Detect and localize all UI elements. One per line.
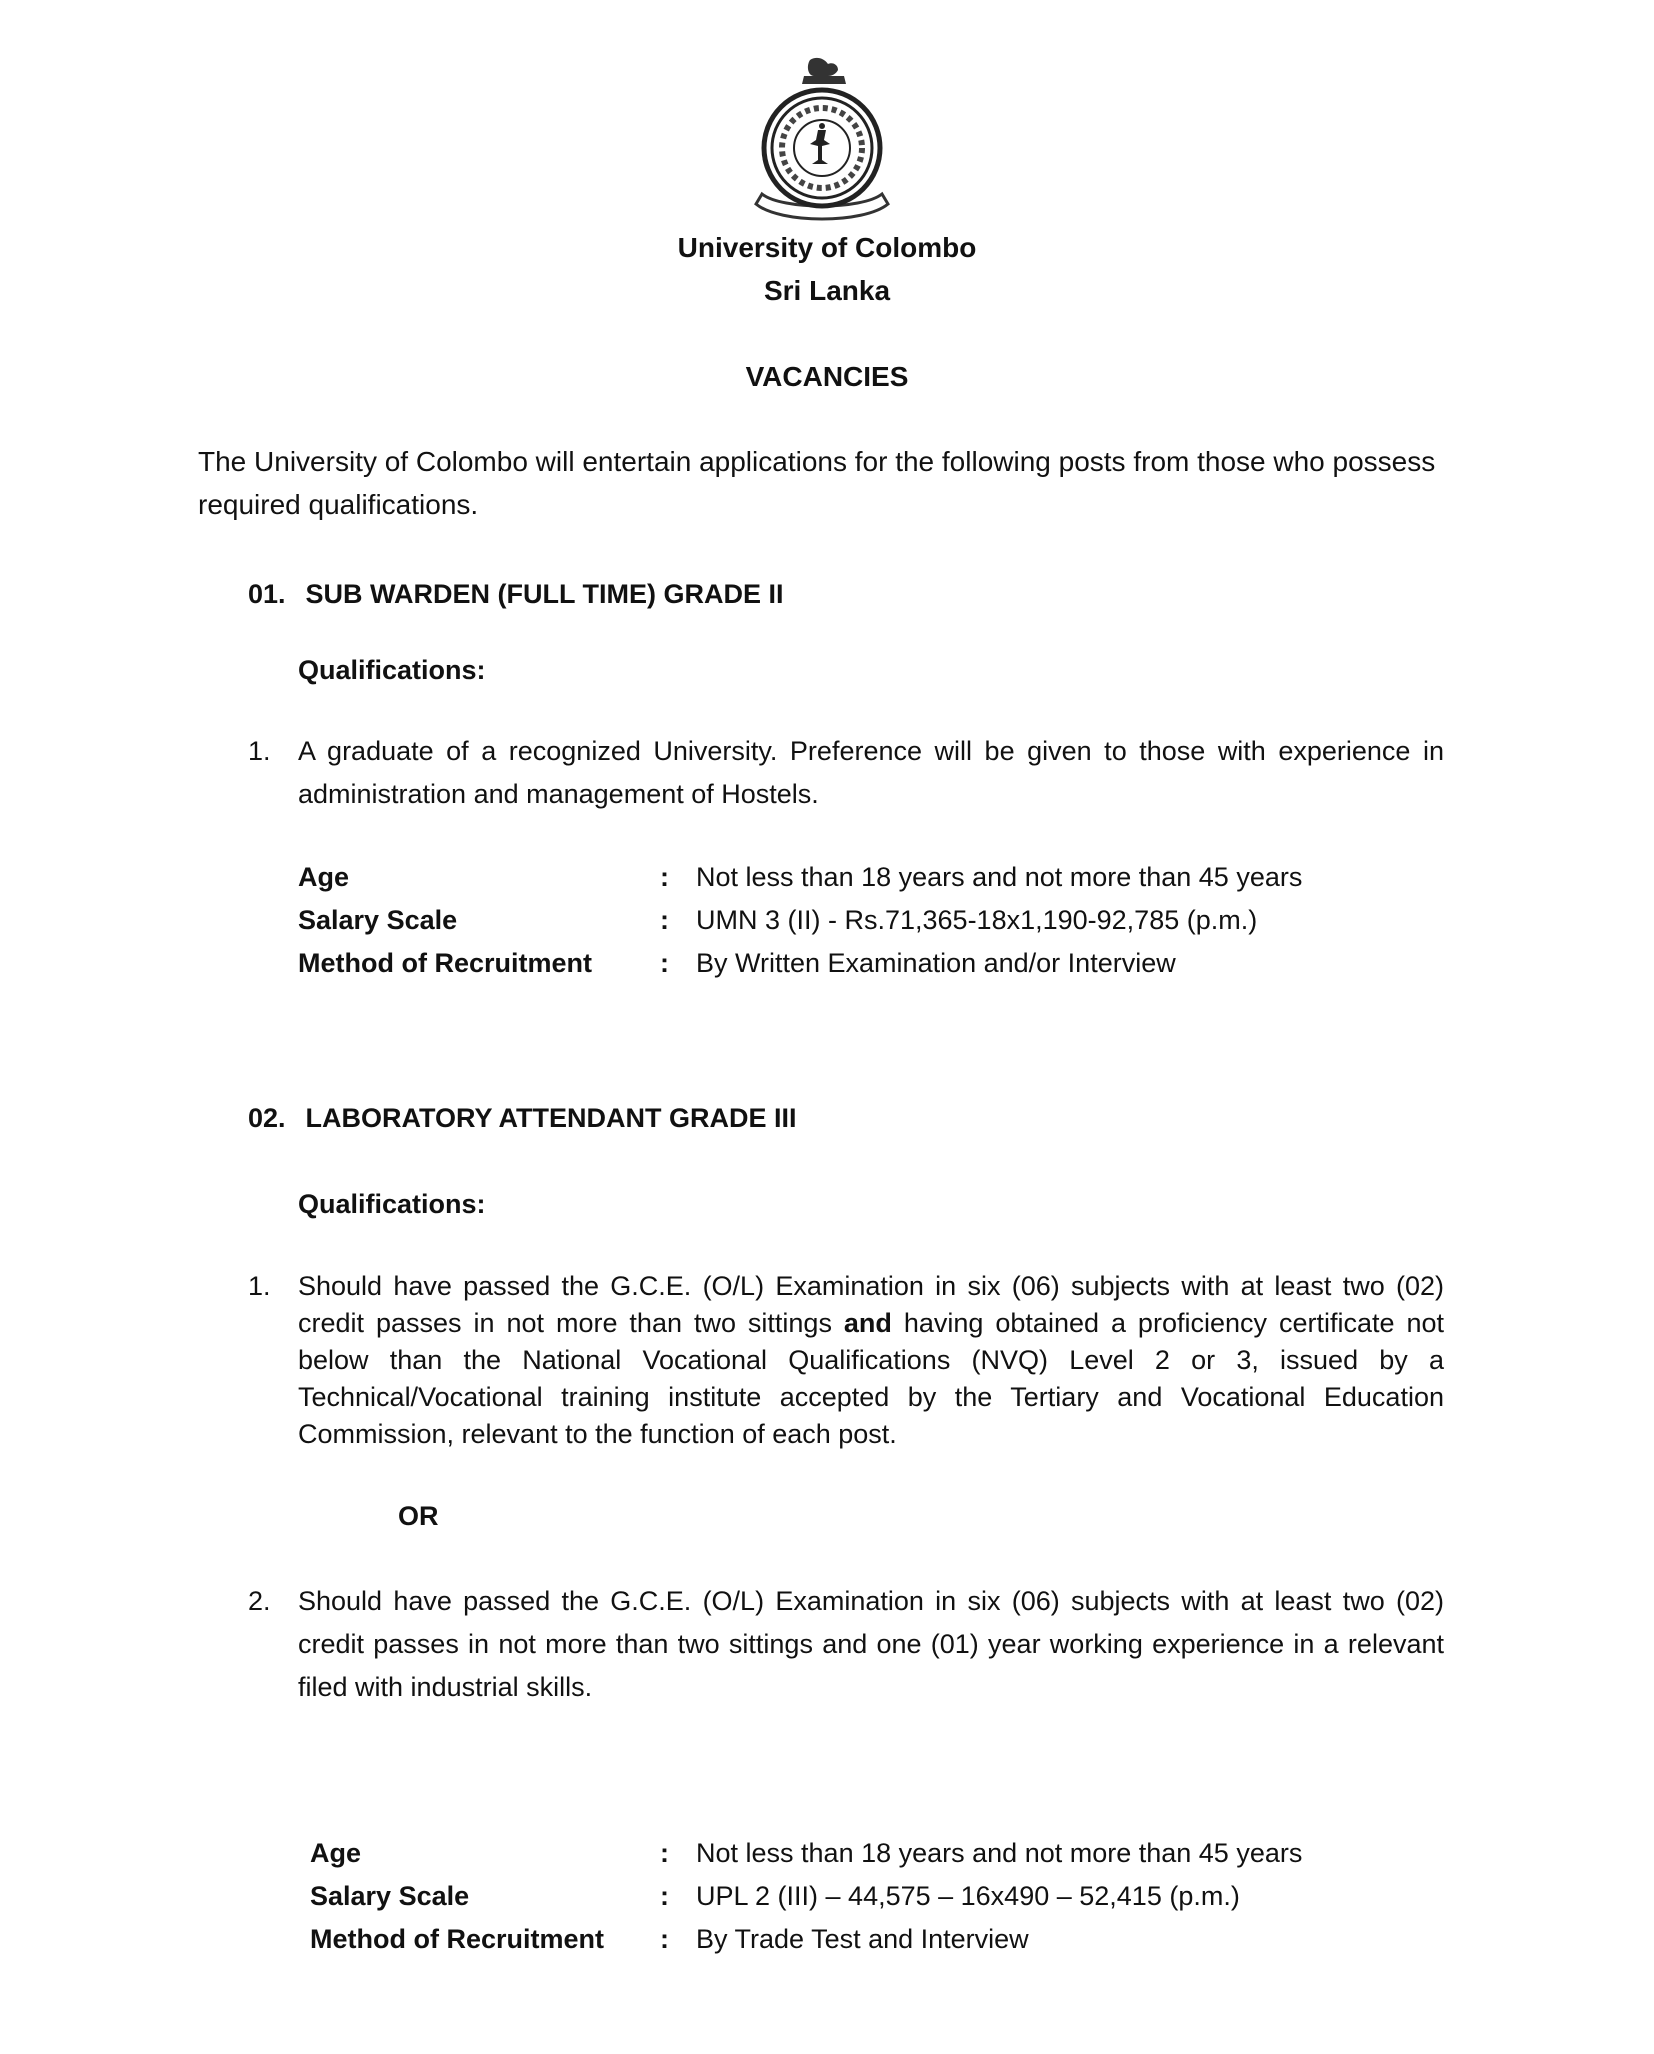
detail-colon: : bbox=[660, 905, 669, 935]
detail-label: Method of Recruitment bbox=[298, 948, 592, 978]
or-label: OR bbox=[398, 1501, 439, 1531]
university-name: University of Colombo bbox=[677, 232, 977, 263]
detail-row-method bbox=[310, 1918, 1444, 1961]
detail-row-salary bbox=[310, 1875, 1444, 1918]
detail-label: Salary Scale bbox=[298, 905, 458, 935]
detail-row-age bbox=[310, 1832, 1444, 1875]
qualification-item bbox=[248, 1268, 1444, 1458]
country-name: Sri Lanka bbox=[763, 275, 891, 306]
detail-value: UPL 2 (III) – 44,575 – 16x490 – 52,415 (p.m.) bbox=[696, 1881, 1240, 1911]
post-title-01 bbox=[248, 574, 784, 614]
item-number: 1. bbox=[248, 1271, 271, 1301]
post-title-text: SUB WARDEN (FULL TIME) GRADE II bbox=[305, 579, 784, 609]
post-title-02 bbox=[248, 1098, 797, 1138]
item-text: Should have passed the G.C.E. (O/L) Examination in six (06) subjects with at least two (02) credit passes in not more than two sittings and one (01) year working experience in a relevant filed with industrial skills. bbox=[298, 1586, 1444, 1702]
page-title: VACANCIES bbox=[745, 361, 909, 392]
detail-label: Age bbox=[310, 1838, 362, 1868]
post-number: 02. bbox=[248, 1103, 286, 1133]
detail-colon: : bbox=[660, 1881, 669, 1911]
qualification-item bbox=[248, 730, 1444, 820]
detail-value: By Written Examination and/or Interview bbox=[696, 948, 1176, 978]
item-number: 2. bbox=[248, 1586, 271, 1616]
item-text-part: having obtained a proficiency certificate not below than the National Vocational Qualifications (NVQ) Level 2 or 3, issued by a Technical/Vocational training institute accepted by the Tertiary and Vocational Education Commission, relevant to the function of each post. bbox=[298, 1308, 1444, 1449]
detail-value: Not less than 18 years and not more than 45 years bbox=[696, 1838, 1303, 1868]
qualifications-heading: Qualifications: bbox=[298, 655, 486, 685]
qualification-item bbox=[248, 1580, 1444, 1710]
detail-value: UMN 3 (II) - Rs.71,365-18x1,190-92,785 (p.m.) bbox=[696, 905, 1258, 935]
detail-colon: : bbox=[660, 1838, 669, 1868]
item-text-part: Should have passed the G.C.E. (O/L) Examination in six (06) subjects with at least two (02) credit passes in not more than two sittings bbox=[298, 1271, 1444, 1338]
detail-label: Salary Scale bbox=[310, 1881, 470, 1911]
qualifications-heading: Qualifications: bbox=[298, 1189, 486, 1219]
detail-value: Not less than 18 years and not more than 45 years bbox=[696, 862, 1303, 892]
post-title-text: LABORATORY ATTENDANT GRADE III bbox=[305, 1103, 797, 1133]
intro-paragraph: The University of Colombo will entertain applications for the following posts from those who possess required qualifications. bbox=[198, 446, 1436, 520]
detail-label: Age bbox=[298, 862, 350, 892]
detail-row-method bbox=[298, 942, 1444, 985]
detail-colon: : bbox=[660, 1924, 669, 1954]
item-text: A graduate of a recognized University. Preference will be given to those with experience in administration and management of Hostels. bbox=[298, 736, 1444, 809]
item-text bbox=[298, 1268, 1444, 1453]
item-number: 1. bbox=[248, 736, 271, 766]
detail-label: Method of Recruitment bbox=[310, 1924, 604, 1954]
detail-colon: : bbox=[660, 948, 669, 978]
detail-row-salary bbox=[298, 899, 1444, 942]
post-number: 01. bbox=[248, 579, 286, 609]
item-text-bold: and bbox=[843, 1308, 892, 1338]
detail-row-age bbox=[298, 856, 1444, 899]
detail-value: By Trade Test and Interview bbox=[696, 1924, 1029, 1954]
university-crest-icon bbox=[748, 56, 896, 226]
detail-colon: : bbox=[660, 862, 669, 892]
